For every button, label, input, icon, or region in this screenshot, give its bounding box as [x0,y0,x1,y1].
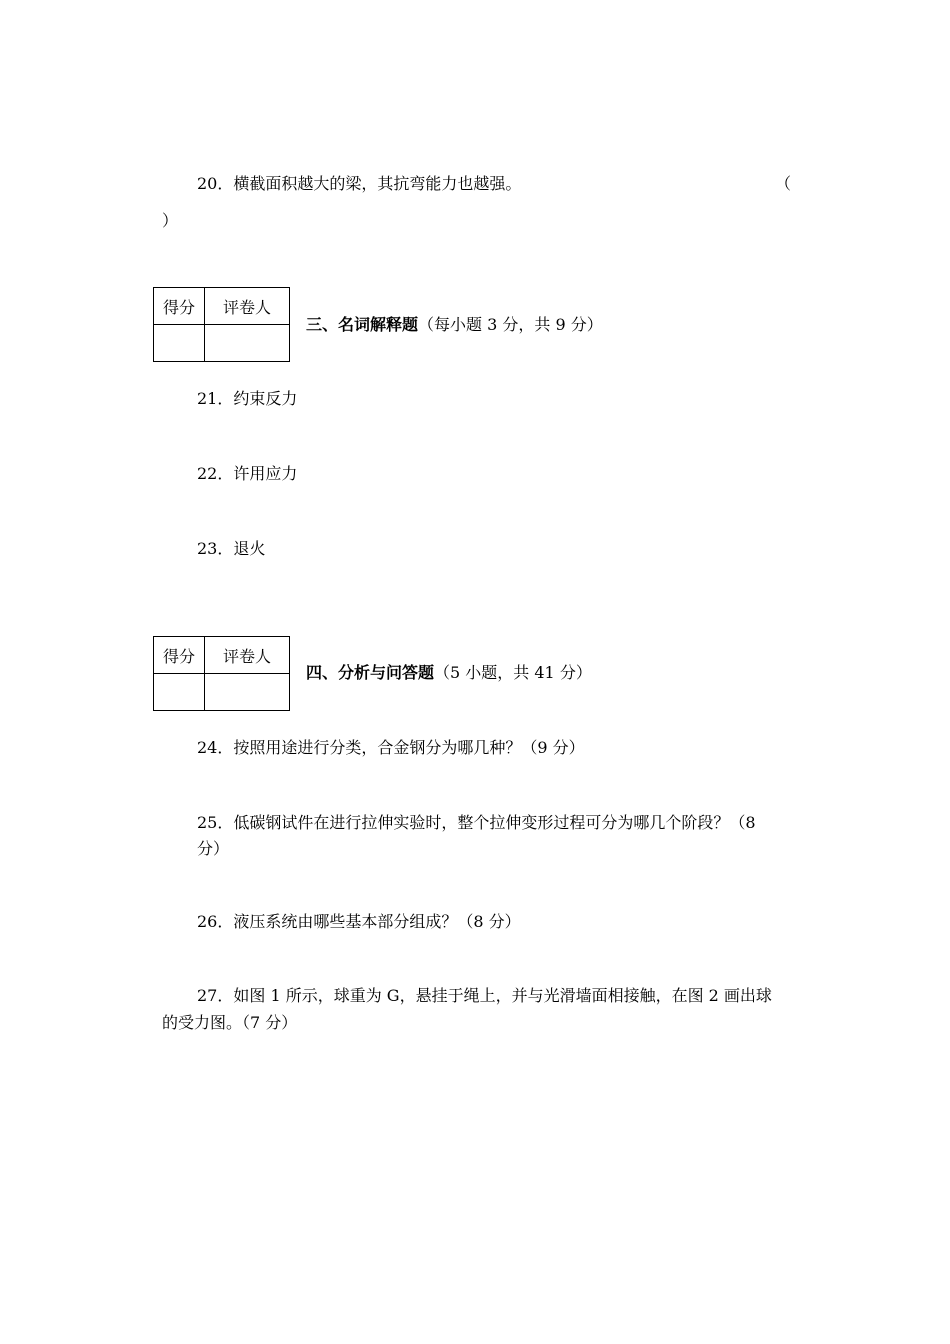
section-4-title [306,665,592,681]
score-cell[interactable] [154,325,205,362]
section-3-title [306,317,603,333]
question-26: 26．液压系统由哪些基本部分组成？（8 分） [197,912,521,931]
question-24: 24．按照用途进行分类，合金钢分为哪几种？（9 分） [197,738,585,757]
section-4-note: （5 小题，共 41 分） [434,663,592,682]
question-25-line-2: 分） [197,839,230,858]
question-20: 20．横截面积越大的梁，其抗弯能力也越强。 [197,174,522,193]
answer-paren-open: （ [775,174,792,193]
score-label: 得分 [154,288,205,325]
question-22: 22．许用应力 [197,464,298,483]
score-label: 得分 [154,637,205,674]
score-table-section-4 [153,636,290,711]
section-4-heading: 四、分析与问答题 [306,663,435,682]
grader-cell[interactable] [205,325,290,362]
score-cell[interactable] [154,674,205,711]
question-27-line-1: 27．如图 1 所示，球重为 G，悬挂于绳上，并与光滑墙面相接触，在图 2 画出球 [197,986,772,1005]
grader-cell[interactable] [205,674,290,711]
grader-label: 评卷人 [205,288,290,325]
score-table-section-3 [153,287,290,362]
grader-label: 评卷人 [205,637,290,674]
question-27-line-2: 的受力图。（7 分） [162,1013,298,1032]
answer-paren-close: ） [162,211,179,230]
question-21: 21．约束反力 [197,389,298,408]
section-3-heading: 三、名词解释题 [306,315,419,334]
section-3-note: （每小题 3 分，共 9 分） [418,315,603,334]
question-23: 23．退火 [197,539,266,558]
question-25-line-1: 25．低碳钢试件在进行拉伸实验时，整个拉伸变形过程可分为哪几个阶段？（8 [197,813,756,832]
